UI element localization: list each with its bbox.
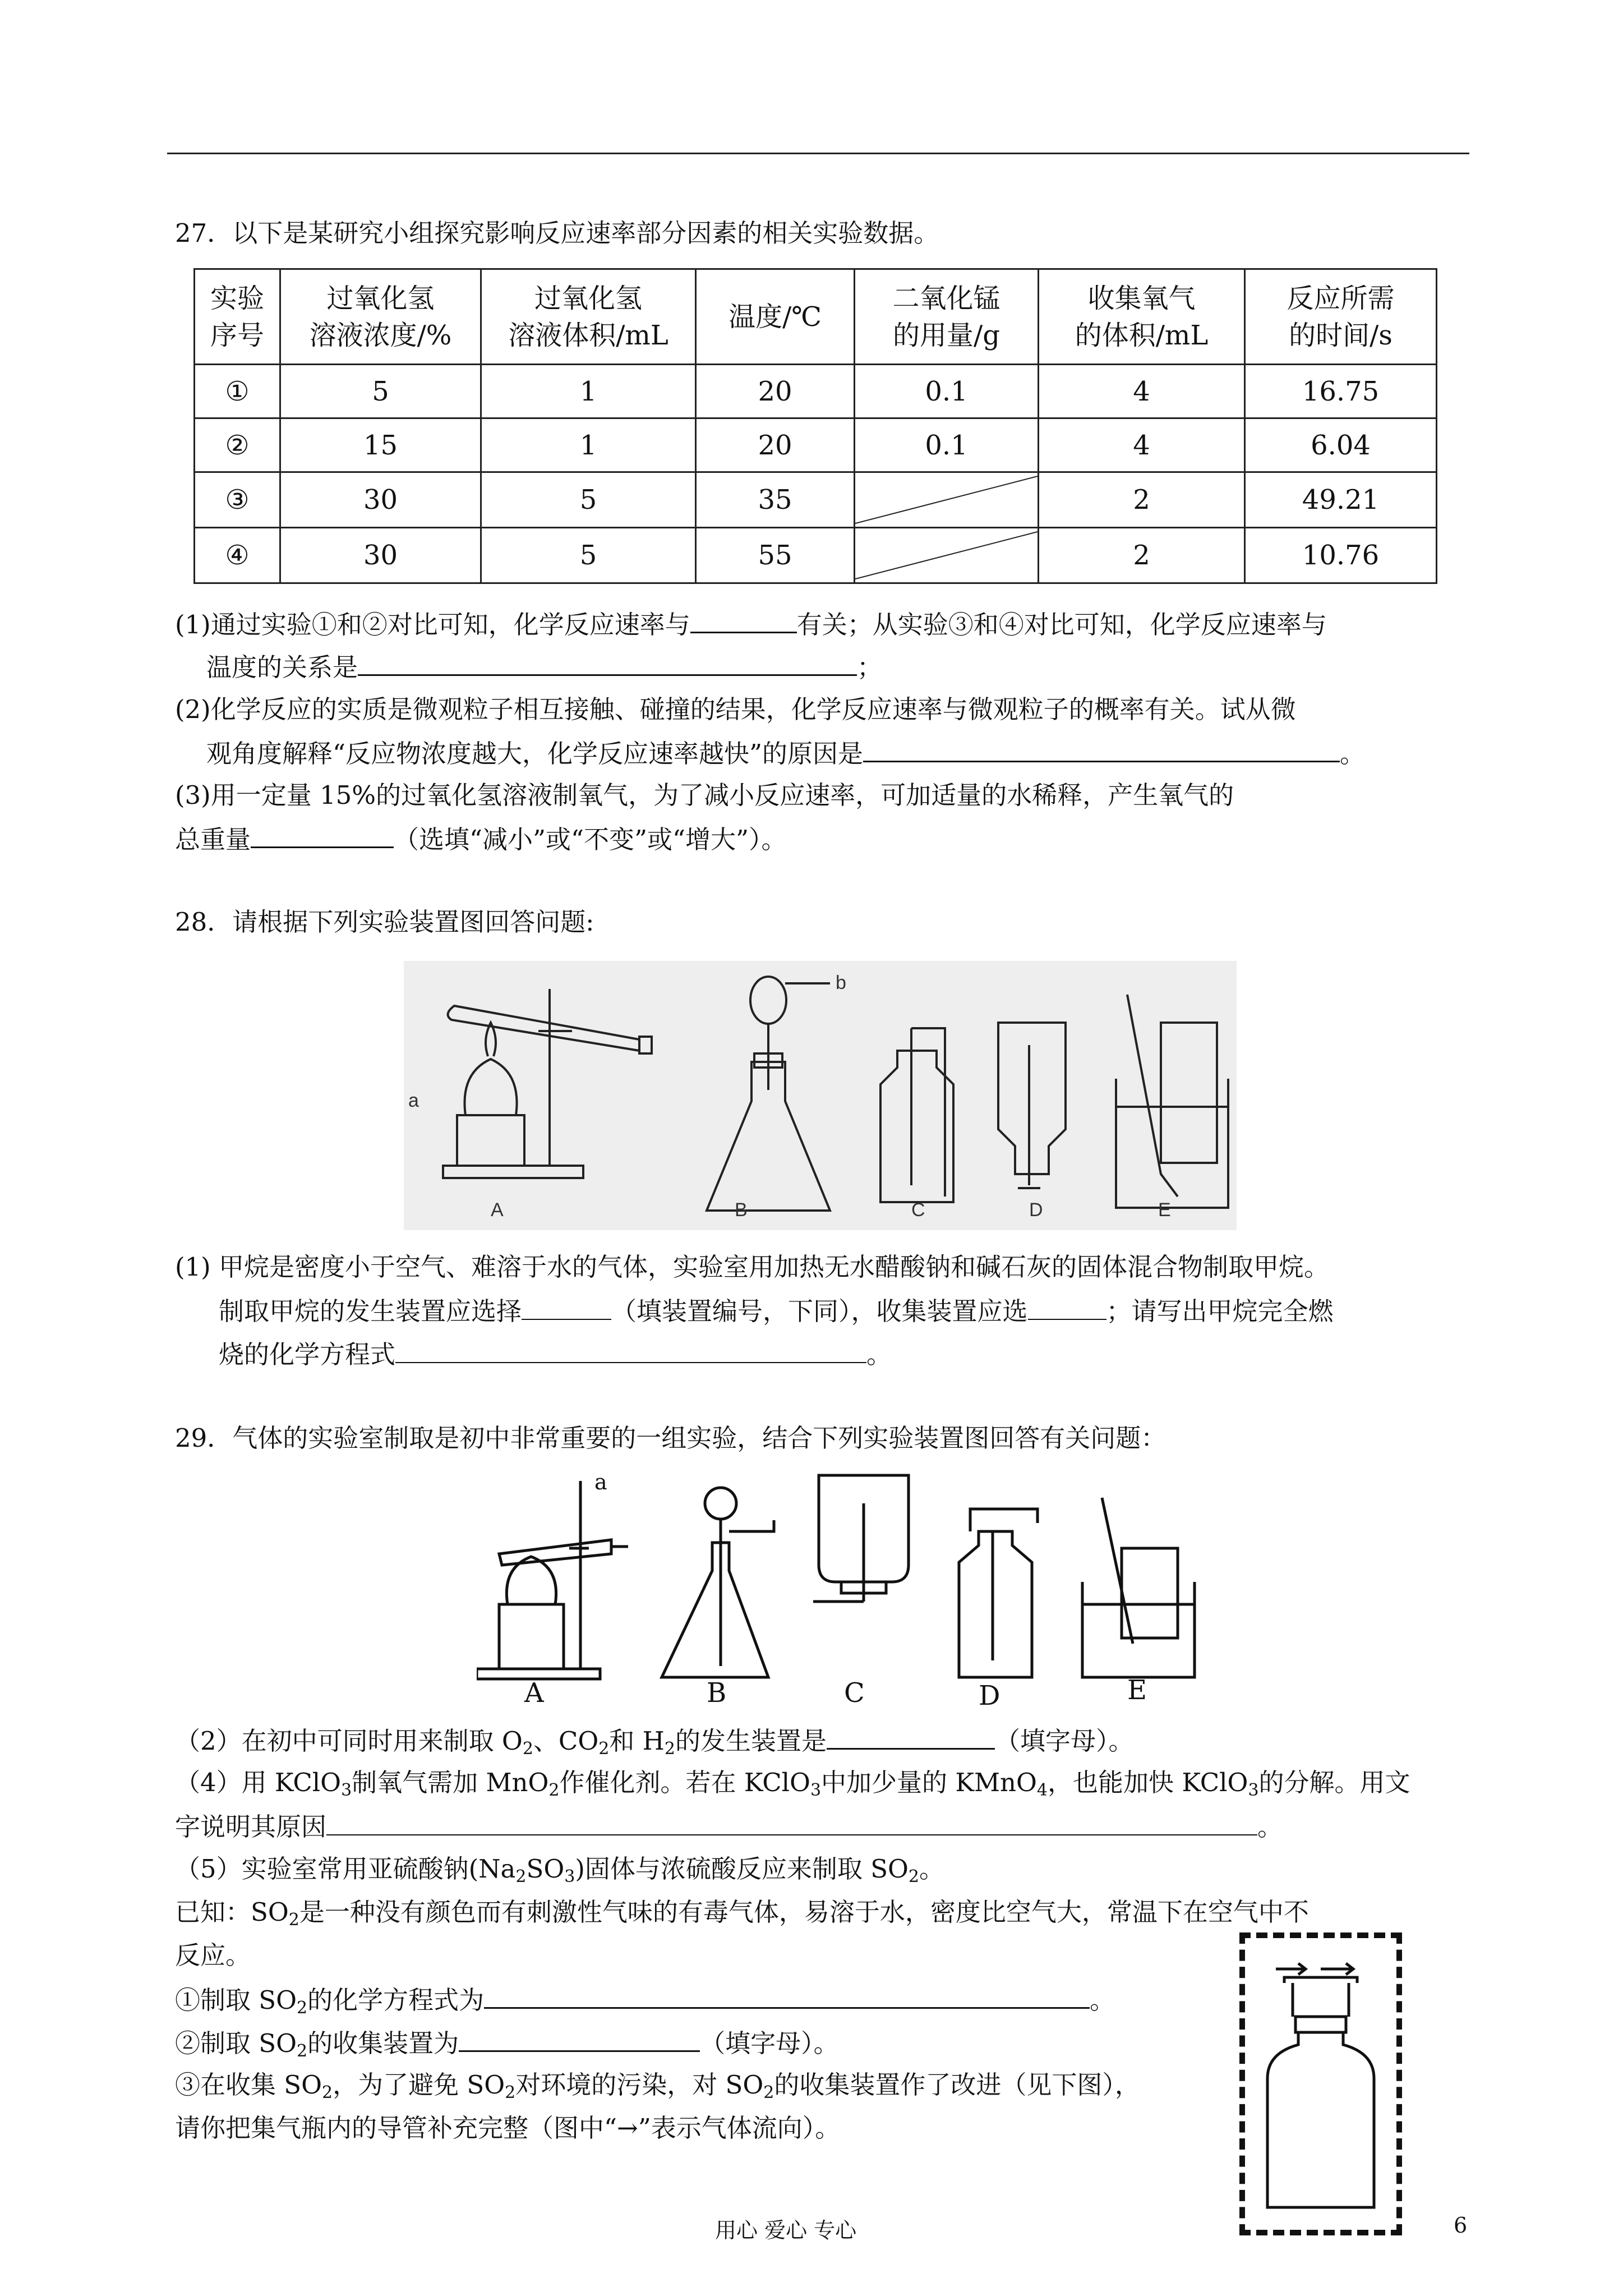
q29-part4-line1: （4）用 KClO$_3$制氧气需加 MnO$_2$作催化剂。若在 KClO$_3$中加少量的 KMnO$_4$，也能加快 KClO$_3$的分解。用文	[175, 1768, 1410, 1800]
cell: 20	[696, 365, 855, 418]
fig28-label-C: C	[911, 1199, 925, 1221]
cell: ②	[195, 418, 280, 472]
cell: 6.04	[1245, 418, 1437, 472]
q29-intro: 29．气体的实验室制取是初中非常重要的一组实验，结合下列实验装置图回答有关问题：	[175, 1423, 1166, 1453]
table-row	[195, 418, 1437, 472]
answer-blank[interactable]	[690, 606, 797, 633]
cell: 4	[1039, 418, 1245, 472]
cell: 20	[696, 418, 855, 472]
q28-part1-line3: 烧的化学方程式 。	[219, 1336, 892, 1372]
fig28-label-a: a	[408, 1090, 419, 1111]
cell: 5	[481, 472, 696, 528]
q28-apparatus-figure	[404, 961, 1237, 1230]
answer-blank[interactable]	[395, 1336, 866, 1363]
fig28-label-A: A	[491, 1199, 504, 1221]
cell: ④	[195, 528, 280, 583]
fig29-label-D: D	[979, 1680, 1000, 1711]
cell: 30	[280, 472, 481, 528]
th-temperature: 温度/℃	[696, 269, 855, 365]
q29-part5: （5）实验室常用亚硫酸钠$(Na_2SO_3)$固体与浓硫酸反应来制取 $SO_2$。	[175, 1854, 945, 1887]
q27-part1-line1: (1)通过实验①和②对比可知，化学反应速率与 有关；从实验③和④对比可知，化学反应速率与	[175, 606, 1327, 642]
cell: 1	[481, 418, 696, 472]
q29-part4-line2: 字说明其原因 。	[175, 1809, 1283, 1844]
q29-sub3-line2: 请你把集气瓶内的导管补充完整（图中“→”表示气体流向）。	[175, 2113, 841, 2143]
q29-apparatus-drawing	[477, 1470, 1503, 1705]
q28-part1-line1: (1) 甲烷是密度小于空气、难溶于水的气体，实验室用加热无水醋酸钠和碱石灰的固体混合物制取甲烷。	[175, 1252, 1330, 1282]
q28-part1-line2: 制取甲烷的发生装置应选择 （填装置编号，下同），收集装置应选 ；请写出甲烷完全燃	[219, 1293, 1334, 1329]
q29-sub3-line1: ③在收集 $SO_2$，为了避免 $SO_2$对环境的污染，对 $SO_2$的收集装置作了改进（见下图），	[175, 2070, 1140, 2102]
page-number: 6	[1454, 2213, 1468, 2238]
answer-blank[interactable]	[484, 1981, 1090, 2009]
q28-apparatus-drawing	[404, 961, 1237, 1230]
table-row	[195, 528, 1437, 583]
q27-part2-line1: (2)化学反应的实质是微观粒子相互接触、碰撞的结果，化学反应速率与微观粒子的概率有关。试从微	[175, 694, 1296, 724]
footer-text: 用心 爱心 专心	[715, 2218, 857, 2243]
q29-known-line2: 反应。	[175, 1940, 251, 1970]
q29-sub2: ②制取 $SO_2$的收集装置为 （填字母）。	[175, 2024, 839, 2069]
cell: 30	[280, 528, 481, 583]
fig29-label-A: A	[524, 1677, 544, 1709]
cell: ③	[195, 472, 280, 528]
fig28-label-b: b	[836, 972, 846, 993]
cell: 2	[1039, 528, 1245, 583]
answer-blank[interactable]	[459, 2024, 700, 2052]
q27-part3-line1: (3)用一定量 15%的过氧化氢溶液制氧气，为了减小反应速率，可加适量的水稀释，产生氧气的	[175, 780, 1234, 810]
fig29-label-a: a	[594, 1470, 607, 1494]
fig29-label-C: C	[844, 1677, 865, 1709]
answer-blank[interactable]	[522, 1293, 611, 1320]
cell: 1	[481, 365, 696, 418]
th-concentration: 过氧化氢 溶液浓度/%	[280, 269, 481, 365]
q29-known-line1: 已知：$SO_2$是一种没有颜色而有刺激性气味的有毒气体，易溶于水，密度比空气大，常温下在空气中不	[175, 1897, 1309, 1930]
so2-collection-box	[1239, 1932, 1402, 2235]
answer-blank[interactable]	[251, 821, 394, 848]
th-o2-volume: 收集氧气 的体积/mL	[1039, 269, 1245, 365]
fig29-label-B: B	[707, 1677, 727, 1709]
th-time: 反应所需 的时间/s	[1245, 269, 1437, 365]
th-mno2: 二氧化锰 的用量/g	[855, 269, 1039, 365]
blank-cell	[855, 472, 1039, 528]
blank-cell	[855, 528, 1039, 583]
diagonal-slash	[855, 473, 1038, 527]
header-rule	[167, 153, 1469, 154]
answer-blank[interactable]	[827, 1722, 995, 1750]
th-volume: 过氧化氢 溶液体积/mL	[481, 269, 696, 365]
answer-blank[interactable]	[326, 1809, 1257, 1835]
q29-apparatus-figure	[477, 1470, 1503, 1711]
cell: ①	[195, 365, 280, 418]
cell: 4	[1039, 365, 1245, 418]
th-experiment: 实验 序号	[195, 269, 280, 365]
cell: 5	[481, 528, 696, 583]
cell: 49.21	[1245, 472, 1437, 528]
cell: 35	[696, 472, 855, 528]
cell: 0.1	[855, 365, 1039, 418]
gas-bottle-icon	[1245, 1938, 1396, 2230]
fig28-label-E: E	[1158, 1199, 1171, 1221]
answer-blank[interactable]	[1028, 1293, 1106, 1320]
cell: 15	[280, 418, 481, 472]
cell: 5	[280, 365, 481, 418]
fig28-label-B: B	[735, 1199, 748, 1221]
q28-intro: 28．请根据下列实验装置图回答问题:	[175, 907, 594, 937]
q29-sub1: ①制取 $SO_2$的化学方程式为 。	[175, 1981, 1115, 2026]
cell: 2	[1039, 472, 1245, 528]
cell: 16.75	[1245, 365, 1437, 418]
q27-part2-line2: 观角度解释“反应物浓度越大，化学反应速率越快”的原因是 。	[206, 735, 1365, 771]
fig28-label-D: D	[1029, 1199, 1043, 1221]
table-row	[195, 365, 1437, 418]
q29-part2: （2）在初中可同时用来制取 $O_2$、$CO_2$和 $H_2$的发生装置是 （填字母）。	[175, 1722, 1134, 1766]
answer-blank[interactable]	[863, 735, 1340, 762]
cell: 10.76	[1245, 528, 1437, 583]
answer-blank[interactable]	[358, 648, 857, 676]
cell: 0.1	[855, 418, 1039, 472]
q27-part1-line2: 温度的关系是 ；	[206, 648, 882, 685]
fig29-label-E: E	[1127, 1674, 1147, 1706]
table-row	[195, 472, 1437, 528]
q27-data-table	[193, 268, 1437, 584]
q27-part3-line2: 总重量 （选填“减小”或“不变”或“增大”）。	[175, 821, 787, 857]
q27-intro: 27．以下是某研究小组探究影响反应速率部分因素的相关实验数据。	[175, 218, 939, 248]
cell: 55	[696, 528, 855, 583]
diagonal-slash	[855, 528, 1038, 582]
